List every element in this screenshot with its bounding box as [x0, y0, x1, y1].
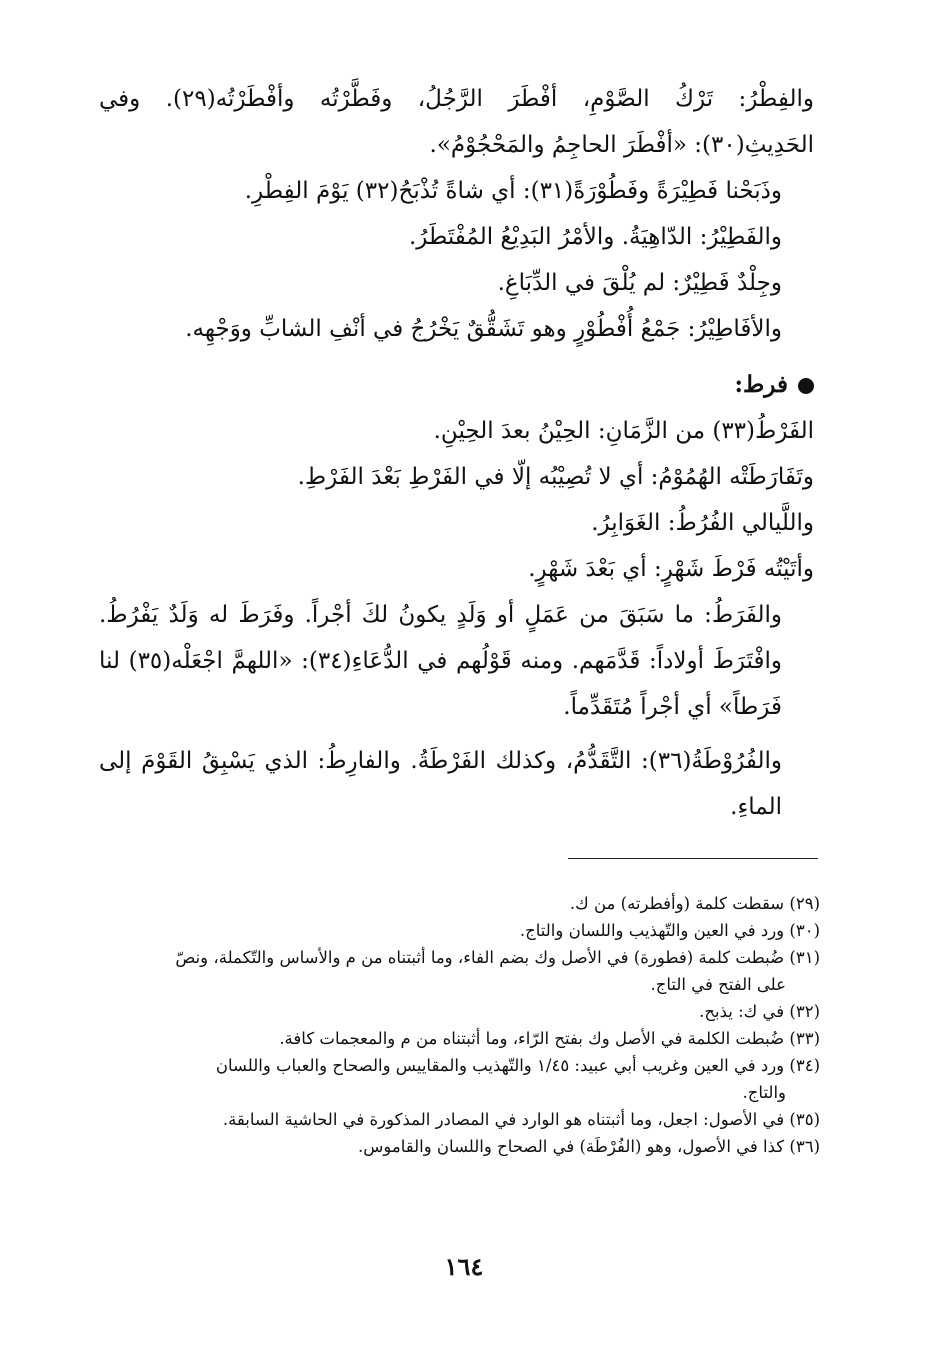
entry-fatir-paragraph: والفَطِيْرُ: الدّاهِيَةُ. والأمْرُ البَدِيْعُ المُفْتَطَرُ.	[408, 224, 782, 250]
page-number: ١٦٤	[444, 1252, 484, 1281]
footnote-31-continuation: على الفتح في التاج.	[650, 975, 786, 994]
footnote-29: (٢٩) سقطت كلمة (وأفطرته) من ك.	[569, 894, 820, 913]
footnotes	[100, 890, 820, 1160]
footnote-36: (٣٦) كذا في الأصول، وهو (الفُرْطَة) في الصحاح واللسان والقاموس.	[357, 1137, 820, 1156]
entry-afatir-paragraph: والأفَاطِيْرُ: جَمْعُ أُفْطُوْرٍ وهو تَشَقُّقٌ يَخْرُجُ في أنْفِ الشابِّ ووَجْهِه.	[185, 316, 782, 342]
footnote-31: (٣١) ضُبطت كلمة (فطورة) في الأصل وك بضم الفاء، وما أثبتناه من م والأساس والتّكملة، ونصّ	[175, 948, 820, 967]
footnote-35: (٣٥) في الأصول: اجعل، وما أثبتناه هو الوارد في المصادر المذكورة في الحاشية السابقة.	[222, 1110, 820, 1129]
root-heading-label: فرط:	[734, 371, 788, 398]
footnote-33: (٣٣) ضُبطت الكلمة في الأصل وك بفتح الرّاء، وما أثبتناه من م والمعجمات كافة.	[279, 1029, 820, 1048]
entry-fart-paragraph: الفَرْطُ(٣٣) من الزَّمَانِ: الحِيْنُ بعدَ الحِيْنِ.	[433, 418, 814, 444]
entry-fatira-paragraph: وذَبَحْنا فَطِيْرَةً وفَطُوْرَةً(٣١): أي شاةً تُذْبَحُ(٣٢) يَوْمَ الفِطْرِ.	[244, 178, 782, 204]
entry-furuta-paragraph: والفُرُوْطَةُ(٣٦): التَّقَدُّمُ، وكذلك الفَرْطَةُ. والفارِطُ: الذي يَسْبِقُ القَوْمَ إلى الماءِ.	[99, 748, 782, 820]
entry-tafarat-paragraph: وتَفَارَطَتْه الهُمُوْمُ: أي لا تُصِيْبُه إلّا في الفَرْطِ بَعْدَ الفَرْطِ.	[297, 464, 814, 490]
entry-layali-paragraph: واللَّيالي الفُرُطُ: الغَوَابِرُ.	[591, 510, 814, 536]
footnote-34-continuation: والتاج.	[742, 1083, 786, 1102]
entry-jild-paragraph: وجِلْدٌ فَطِيْرٌ: لم يُلْقَ في الدِّبَاغِ.	[497, 270, 782, 296]
entry-farat-paragraph: والفَرَطُ: ما سَبَقَ من عَمَلٍ أو وَلَدٍ يكونُ لكَ أجْراً. وفَرَطَ له وَلَدٌ يَفْرُطُ. وافْتَرَطَ أولاداً: قَدَّمَهم. ومنه قَوْلُهم في الدُّعَاءِ(٣٤): «اللهمَّ اجْعَلْه(٣٥) لنا فَرَطاً» أي أجْراً مُتَقَدِّماً.	[99, 602, 782, 720]
footnote-30: (٣٠) ورد في العين والتّهذيب واللسان والتاج.	[519, 921, 820, 940]
footnote-separator	[568, 858, 818, 859]
bullet-icon	[798, 378, 814, 394]
entry-ataytuh-paragraph: وأتَيْتُه فَرْطَ شَهْرٍ: أي بَعْدَ شَهْرٍ.	[528, 556, 814, 582]
entry-fitr-paragraph: والفِطْرُ: تَرْكُ الصَّوْمِ، أفْطَرَ الرَّجُلُ، وفَطَّرْتُه وأفْطَرْتُه(٢٩). وفي الحَدِيثِ(٣٠): «أفْطَرَ الحاجِمُ والمَحْجُوْمُ».	[99, 86, 814, 158]
footnote-32: (٣٢) في ك: يذبح.	[699, 1002, 820, 1021]
main-text	[99, 76, 814, 830]
footnote-34: (٣٤) ورد في العين وغريب أبي عبيد: ١/٤٥ والتّهذيب والمقاييس والصحاح والعباب واللسان	[215, 1056, 820, 1075]
root-heading-frt	[99, 362, 814, 408]
